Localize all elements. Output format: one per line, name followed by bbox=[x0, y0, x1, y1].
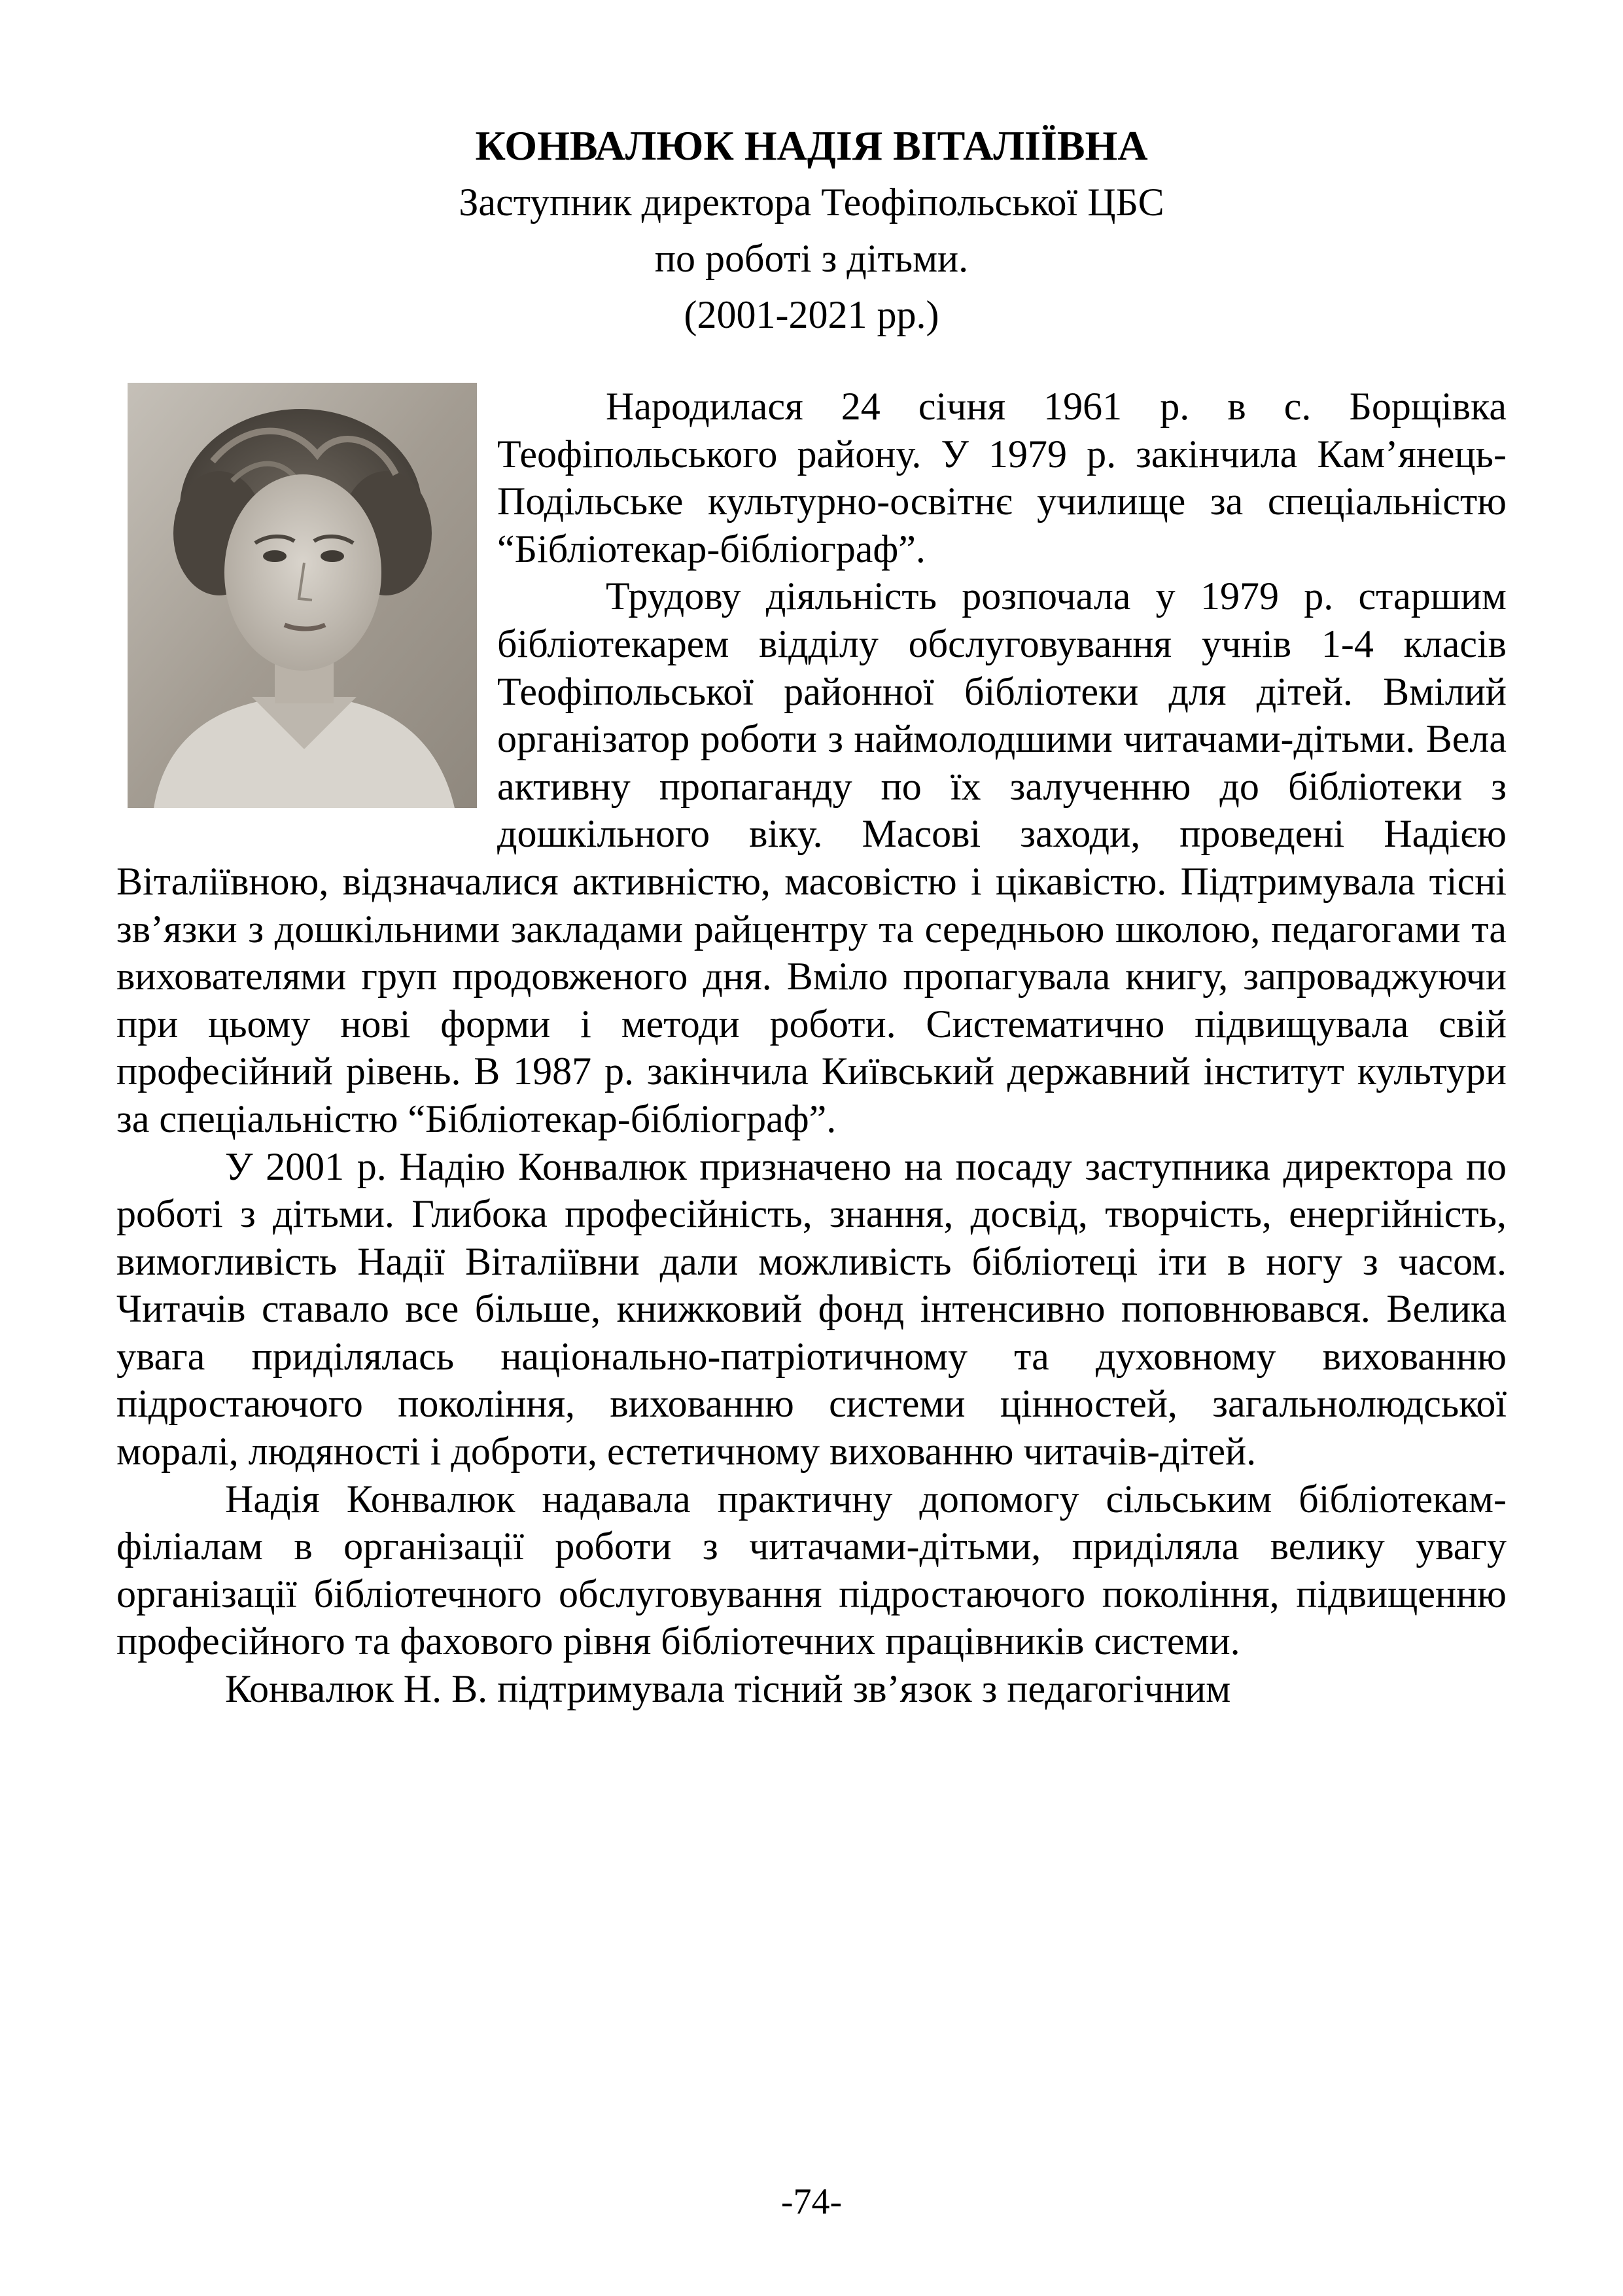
years-range: (2001-2021 рр.) bbox=[684, 293, 939, 336]
page-number: -74- bbox=[780, 2181, 843, 2222]
paragraph-3: У 2001 р. Надію Конвалюк призначено на посаду заступника директора по роботі з дітьми. Глибока професійність, знання, досвід, творчість, енергійність, вимогливість Надії Віталіївни дали можливість бібліотеці іти в ногу з часом. Читачів ставало все більше, книжковий фонд інтенсивно поповнювався. Велика увага приділялась національно-патріотичному та духовному вихованню підростаючого покоління, вихованню системи цінностей, загальнолюдської моралі, людяності і доброти, естетичному вихованню читачів-дітей. bbox=[116, 1144, 1507, 1474]
position-line-1: Заступник директора Теофіпольської ЦБС bbox=[459, 181, 1164, 224]
paragraph-5: Конвалюк Н. В. підтримувала тісний зв’язок з педагогічним bbox=[225, 1667, 1231, 1711]
header bbox=[0, 118, 1623, 343]
paragraph-2: Трудову діяльність розпочала у 1979 р. старшим бібліотекарем відділу обслуговування учнів 1-4 класів Теофіпольської районної бібліотеки для дітей. Вмілий організатор роботи з наймолодшими читачами-дітьми. Вела активну пропаганду по їх залученню до бібліотеки з дошкільного віку. Масові заходи, проведені Надією Віталіївною, відзначалися активністю, масовістю і цікавістю. Підтримувала тісні зв’язки з дошкільними закладами райцентру та середньою школою, педагогами та вихователями груп продовженого дня. Вміло пропагувала книгу, запроваджуючи при цьому нові форми і методи роботи. Систематично підвищувала свій професійний рівень. В 1987 р. закінчила Київський державний інститут культури за спеціальністю “Бібліотекар-бібліограф”. bbox=[116, 574, 1507, 1140]
person-name: КОНВАЛЮК НАДІЯ ВІТАЛІЇВНА bbox=[475, 122, 1148, 169]
paragraph-4: Надія Конвалюк надавала практичну допомогу сільським бібліотекам-філіалам в організації роботи з читачами-дітьми, приділяла велику увагу організації бібліотечного обслуговування підростаючого покоління, підвищенню професійного та фахового рівня бібліотечних працівників системи. bbox=[116, 1477, 1507, 1663]
paragraph-1: Народилася 24 січня 1961 р. в с. Борщівка Теофіпольського району. У 1979 р. закінчила Кам’янець-Подільське культурно-освітнє училище за спеціальністю “Бібліотекар-бібліограф”. bbox=[497, 385, 1507, 571]
biography-text bbox=[116, 383, 1507, 1713]
position-line-2: по роботі з дітьми. bbox=[654, 237, 969, 280]
photo-spacer bbox=[116, 383, 497, 811]
